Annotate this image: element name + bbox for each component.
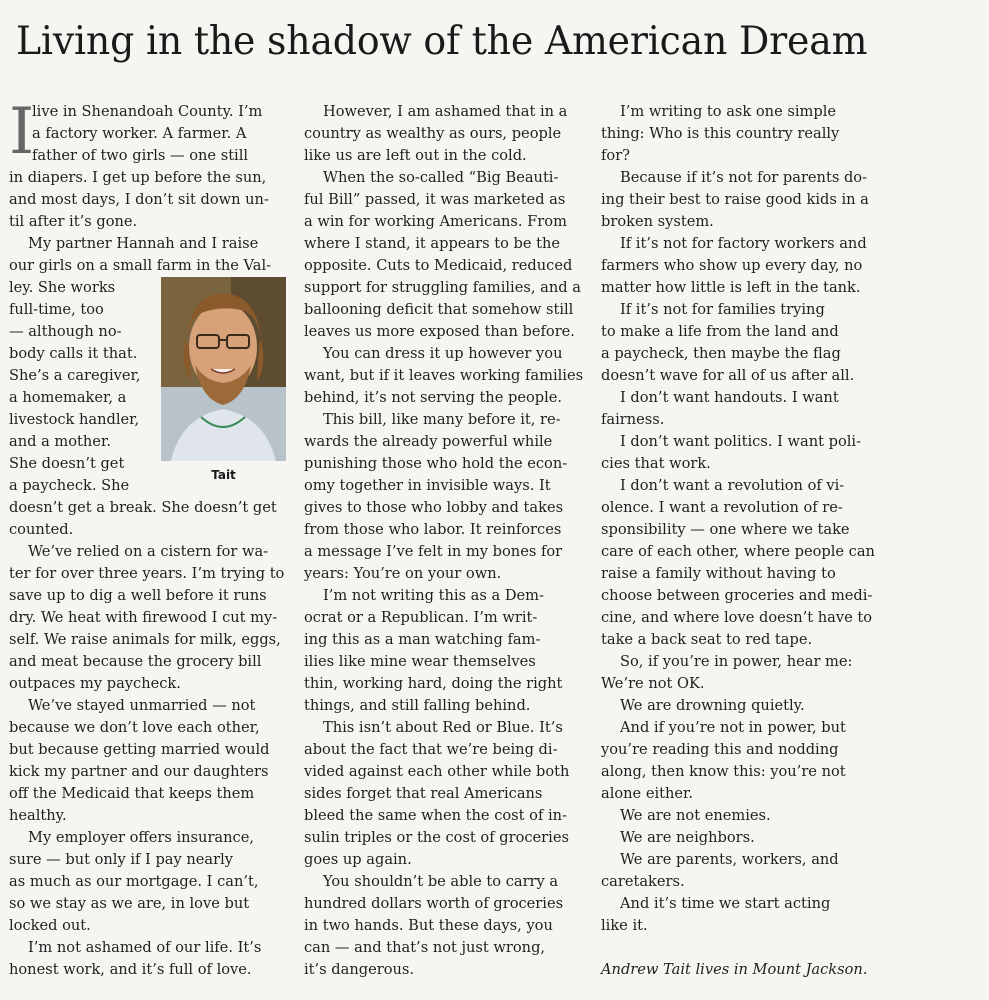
- column-2: [304, 101, 594, 981]
- text-line: livestock handler,: [9, 411, 140, 428]
- text-line: When the so-called “Big Beauti-: [323, 169, 559, 186]
- text-line: along, then know this: you’re not: [601, 763, 846, 780]
- text-line: take a back seat to red tape.: [601, 631, 813, 648]
- text-line: leaves us more exposed than before.: [304, 323, 575, 340]
- text-line: We are drowning quietly.: [620, 697, 805, 714]
- text-line: and a mother.: [9, 433, 111, 450]
- text-line: olence. I want a revolution of re-: [601, 499, 843, 516]
- text-line: about the fact that we’re being di-: [304, 741, 558, 758]
- text-line: caretakers.: [601, 873, 685, 890]
- text-line: I don’t want a revolution of vi-: [620, 477, 845, 494]
- text-line: ing their best to raise good kids in a: [601, 191, 869, 208]
- text-line: farmers who show up every day, no: [601, 257, 863, 274]
- text-line: thing: Who is this country really: [601, 125, 840, 142]
- text-line: However, I am ashamed that in a: [323, 103, 568, 120]
- spacer-line: [601, 937, 891, 959]
- text-line: opposite. Cuts to Medicaid, reduced: [304, 257, 573, 274]
- text-line: She’s a caregiver,: [9, 367, 141, 384]
- text-line: hundred dollars worth of groceries: [304, 895, 564, 912]
- text-line: sides forget that real Americans: [304, 785, 543, 802]
- text-line: I’m not writing this as a Dem-: [323, 587, 544, 604]
- text-line: from those who labor. It reinforces: [304, 521, 562, 538]
- text-line: ballooning deficit that somehow still: [304, 301, 574, 318]
- text-line: gives to those who lobby and takes: [304, 499, 564, 516]
- text-line: fairness.: [601, 411, 665, 428]
- headline: Living in the shadow of the American Dream: [16, 19, 868, 64]
- text-line: off the Medicaid that keeps them: [9, 785, 255, 802]
- column-1: [9, 95, 299, 981]
- author-photo: [161, 277, 286, 461]
- text-line: Because if it’s not for parents do-: [620, 169, 868, 186]
- text-line: want, but if it leaves working families: [304, 367, 584, 384]
- text-line: body calls it that.: [9, 345, 138, 362]
- text-line: a paycheck. She: [9, 477, 130, 494]
- text-line: I don’t want politics. I want poli-: [620, 433, 861, 450]
- text-line: wards the already powerful while: [304, 433, 553, 450]
- text-line: behind, it’s not serving the people.: [304, 389, 563, 406]
- text-line: as much as our mortgage. I can’t,: [9, 873, 259, 890]
- text-line: bleed the same when the cost of in-: [304, 807, 567, 824]
- text-line: a factory worker. A farmer. A: [32, 125, 247, 142]
- text-line: locked out.: [9, 917, 91, 934]
- text-line: — although no-: [9, 323, 122, 340]
- text-line: to make a life from the land and: [601, 323, 839, 340]
- text-line: full-time, too: [9, 301, 104, 318]
- column-3: [601, 101, 891, 981]
- text-line: I’m writing to ask one simple: [620, 103, 836, 120]
- text-line: so we stay as we are, in love but: [9, 895, 250, 912]
- text-line: years: You’re on your own.: [304, 565, 502, 582]
- text-line: We are parents, workers, and: [620, 851, 839, 868]
- text-line: We’ve stayed unmarried — not: [28, 697, 256, 714]
- text-line: a win for working Americans. From: [304, 213, 567, 230]
- text-line: our girls on a small farm in the Val-: [9, 257, 272, 274]
- text-line: in two hands. But these days, you: [304, 917, 553, 934]
- text-line: country as wealthy as ours, people: [304, 125, 562, 142]
- text-line: honest work, and it’s full of love.: [9, 961, 252, 978]
- text-line: My employer offers insurance,: [28, 829, 254, 846]
- text-line: My partner Hannah and I raise: [28, 235, 259, 252]
- text-line: thin, working hard, doing the right: [304, 675, 563, 692]
- text-line: vided against each other while both: [304, 763, 570, 780]
- text-line: kick my partner and our daughters: [9, 763, 269, 780]
- text-line: choose between groceries and medi-: [601, 587, 873, 604]
- text-line: counted.: [9, 521, 74, 538]
- text-line: punishing those who hold the econ-: [304, 455, 568, 472]
- portrait-illustration: [161, 277, 286, 461]
- text-line: ocrat or a Republican. I’m writ-: [304, 609, 538, 626]
- text-line: dry. We heat with firewood I cut my-: [9, 609, 278, 626]
- text-line: You shouldn’t be able to carry a: [323, 873, 559, 890]
- text-line: alone either.: [601, 785, 694, 802]
- text-line: sure — but only if I pay nearly: [9, 851, 234, 868]
- text-line: We are neighbors.: [620, 829, 755, 846]
- text-line: where I stand, it appears to be the: [304, 235, 561, 252]
- text-line: And it’s time we start acting: [620, 895, 831, 912]
- text-line: you’re reading this and nodding: [601, 741, 839, 758]
- text-line: for?: [601, 147, 630, 164]
- text-line: save up to dig a well before it runs: [9, 587, 267, 604]
- text-line: it’s dangerous.: [304, 961, 415, 978]
- text-line: because we don’t love each other,: [9, 719, 260, 736]
- text-line: and most days, I don’t sit down un-: [9, 191, 269, 208]
- text-line: raise a family without having to: [601, 565, 836, 582]
- text-line: If it’s not for families trying: [620, 301, 825, 318]
- drop-cap: I: [9, 95, 35, 169]
- text-line: I’m not ashamed of our life. It’s: [28, 939, 262, 956]
- text-line: outpaces my paycheck.: [9, 675, 181, 692]
- text-line: You can dress it up however you: [323, 345, 563, 362]
- text-line: like it.: [601, 917, 648, 934]
- text-line: self. We raise animals for milk, eggs,: [9, 631, 281, 648]
- text-line: but because getting married would: [9, 741, 270, 758]
- text-line: live in Shenandoah County. I’m: [32, 103, 263, 120]
- text-line: I don’t want handouts. I want: [620, 389, 839, 406]
- text-line: So, if you’re in power, hear me:: [620, 653, 853, 670]
- text-line: If it’s not for factory workers and: [620, 235, 867, 252]
- text-line: a homemaker, a: [9, 389, 127, 406]
- text-line: sponsibility — one where we take: [601, 521, 850, 538]
- text-line: ley. She works: [9, 279, 116, 296]
- text-line: ilies like mine wear themselves: [304, 653, 536, 670]
- text-line: til after it’s gone.: [9, 213, 138, 230]
- text-line: can — and that’s not just wrong,: [304, 939, 546, 956]
- text-line: healthy.: [9, 807, 67, 824]
- text-line: things, and still falling behind.: [304, 697, 531, 714]
- text-line: We are not enemies.: [620, 807, 771, 824]
- text-line: We’re not OK.: [601, 675, 705, 692]
- text-line: omy together in invisible ways. It: [304, 477, 551, 494]
- text-line: support for struggling families, and a: [304, 279, 581, 296]
- text-line: ful Bill” passed, it was marketed as: [304, 191, 566, 208]
- text-line: And if you’re not in power, but: [620, 719, 846, 736]
- text-line: sulin triples or the cost of groceries: [304, 829, 569, 846]
- text-line: This isn’t about Red or Blue. It’s: [323, 719, 563, 736]
- text-line: matter how little is left in the tank.: [601, 279, 861, 296]
- text-line: a message I’ve felt in my bones for: [304, 543, 563, 560]
- text-line: father of two girls — one still: [32, 147, 249, 164]
- text-line: cies that work.: [601, 455, 711, 472]
- text-line: doesn’t get a break. She doesn’t get: [9, 499, 277, 516]
- author-byline: Andrew Tait lives in Mount Jackson.: [601, 961, 868, 978]
- text-line: ing this as a man watching fam-: [304, 631, 541, 648]
- text-line: a paycheck, then maybe the flag: [601, 345, 841, 362]
- text-line: goes up again.: [304, 851, 412, 868]
- text-line: She doesn’t get: [9, 455, 125, 472]
- text-line: care of each other, where people can: [601, 543, 875, 560]
- text-line: This bill, like many before it, re-: [323, 411, 561, 428]
- text-line: like us are left out in the cold.: [304, 147, 527, 164]
- text-line: cine, and where love doesn’t have to: [601, 609, 873, 626]
- photo-caption: Tait: [211, 468, 236, 482]
- text-line: in diapers. I get up before the sun,: [9, 169, 267, 186]
- text-line: ter for over three years. I’m trying to: [9, 565, 285, 582]
- text-line: broken system.: [601, 213, 714, 230]
- text-line: and meat because the grocery bill: [9, 653, 262, 670]
- text-line: doesn’t wave for all of us after all.: [601, 367, 855, 384]
- text-line: We’ve relied on a cistern for wa-: [28, 543, 269, 560]
